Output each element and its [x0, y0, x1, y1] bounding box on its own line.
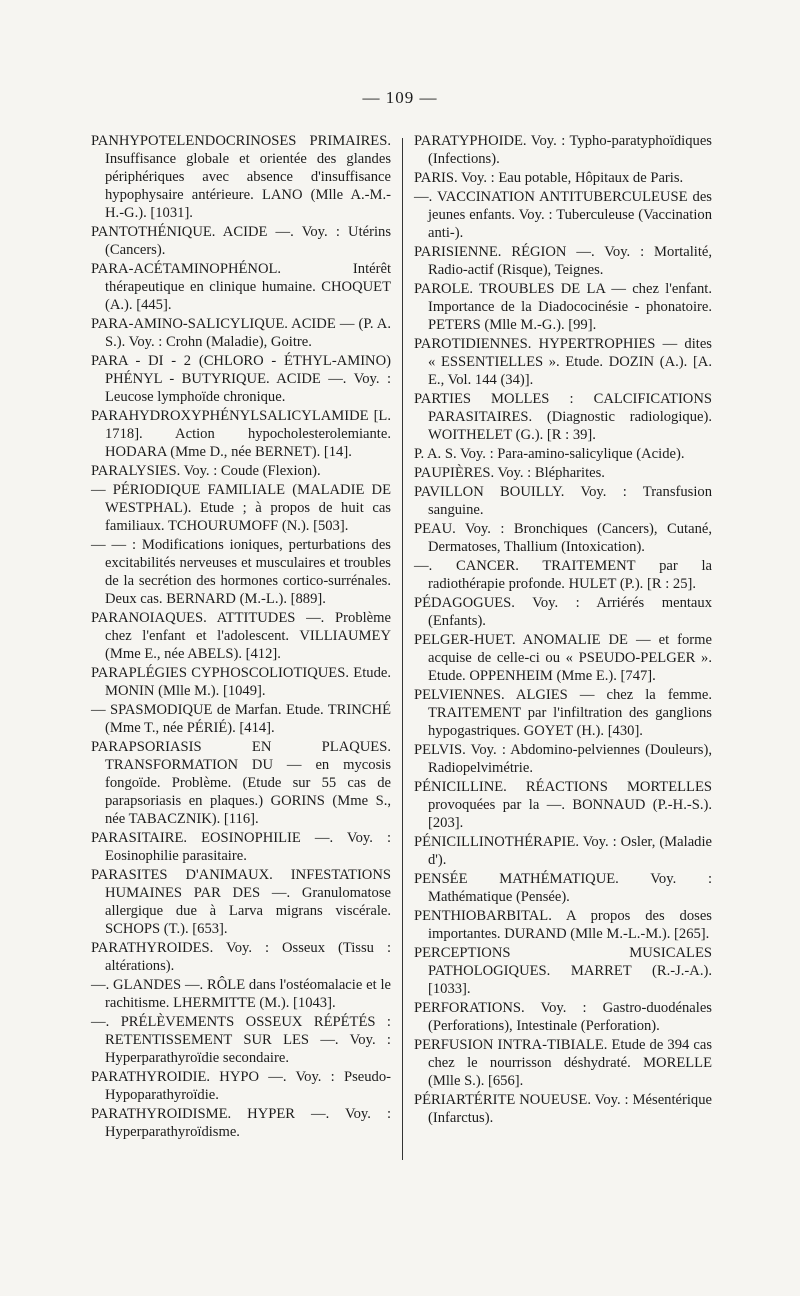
index-entry-parathyroides-glandes: [91, 976, 391, 1012]
entry-text: —. CANCER. TRAITEMENT par la radiothérapie profonde. HULET (P.). [R : 25].: [414, 558, 712, 592]
index-entry-parties-molles: [414, 390, 712, 444]
entry-text: PERFUSION INTRA-TIBIALE. Etude de 394 cas chez le nourrisson déshydraté. MORELLE (Mlle S.). [656].: [414, 1037, 712, 1089]
entry-text: — SPASMODIQUE de Marfan. Etude. TRINCHÉ (Mme T., née PÉRIÉ). [414].: [91, 702, 391, 736]
index-entry-paralysies-modifications: [91, 536, 391, 608]
index-entry-perceptions: [414, 944, 712, 998]
index-entry-panhypotelendocrinoses: [91, 132, 391, 222]
right-column: [414, 132, 712, 1128]
index-entry-paranoiaques: [91, 609, 391, 663]
entry-text: PARA-AMINO-SALICYLIQUE. ACIDE — (P. A. S.). Voy. : Crohn (Maladie), Goitre.: [91, 316, 391, 350]
entry-text: PARATYPHOIDE. Voy. : Typho-paratyphoïdiques (Infections).: [414, 133, 712, 167]
index-entry-pelger-huet: [414, 631, 712, 685]
index-entry-paupieres: [414, 464, 712, 482]
index-entry-paris-vaccination: [414, 188, 712, 242]
index-entry-peau: [414, 520, 712, 556]
column-divider: [402, 138, 403, 1160]
index-entry-para-amino-salicylique: [91, 315, 391, 351]
entry-text: PELVIS. Voy. : Abdomino-pelviennes (Douleurs), Radiopelvimétrie.: [414, 742, 712, 776]
index-entry-paralysies-periodique: [91, 481, 391, 535]
entry-text: PELGER-HUET. ANOMALIE DE — et forme acquise de celle-ci ou « PSEUDO-PELGER ». Etude. OPPENHEIM (Mme E.). [747].: [414, 632, 712, 684]
entry-text: PANHYPOTELENDOCRINOSES PRIMAIRES. Insuffisance globale et orientée des glandes périphériques avec absence d'insuffisance hypophysaire antérieure. LANO (Mlle A.-M.-H.-G.). [1031].: [91, 133, 391, 221]
entry-text: PEAU. Voy. : Bronchiques (Cancers), Cutané, Dermatoses, Thallium (Intoxication).: [414, 521, 712, 555]
index-entry-periarterite: [414, 1091, 712, 1127]
index-entry-perfusion: [414, 1036, 712, 1090]
index-entry-para-di-2: [91, 352, 391, 406]
entry-text: PARASITAIRE. EOSINOPHILIE —. Voy. : Eosinophilie parasitaire.: [91, 830, 391, 864]
index-entry-paratyphoide: [414, 132, 712, 168]
entry-text: PERFORATIONS. Voy. : Gastro-duodénales (Perforations), Intestinale (Perforation).: [414, 1000, 712, 1034]
index-entry-penicilline: [414, 778, 712, 832]
index-entry-parahydroxyphenyl: [91, 407, 391, 461]
index-entry-pelvis: [414, 741, 712, 777]
entry-text: PARIS. Voy. : Eau potable, Hôpitaux de Paris.: [414, 170, 684, 186]
left-column: [91, 132, 391, 1142]
index-entry-para-acetaminophenol: [91, 260, 391, 314]
entry-text: PARAHYDROXYPHÉNYLSALICYLAMIDE [L. 1718]. Action hypocholesterolemiante. HODARA (Mme D., née BERNET). [14].: [91, 408, 391, 460]
entry-text: PARAPLÉGIES CYPHOSCOLIOTIQUES. Etude. MONIN (Mlle M.). [1049].: [91, 665, 391, 699]
index-entry-paraplegies-spasmodique: [91, 701, 391, 737]
index-entry-parathyroidisme: [91, 1105, 391, 1141]
entry-text: P. A. S. Voy. : Para-amino-salicylique (Acide).: [414, 446, 685, 462]
entry-text: —. PRÉLÈVEMENTS OSSEUX RÉPÉTÉS : RETENTISSEMENT SUR LES —. Voy. : Hyperparathyroïdie secondaire.: [91, 1014, 391, 1066]
index-entry-penthiobarbital: [414, 907, 712, 943]
index-entry-perforations: [414, 999, 712, 1035]
index-entry-paris: [414, 169, 712, 187]
page-number: — 109 —: [362, 88, 438, 107]
entry-text: PARAPSORIASIS EN PLAQUES. TRANSFORMATION DU — en mycosis fongoïde. Problème. (Etude sur 55 cas de parapsoriasis en plaques.) GORINS (Mme S., née TABACZNIK). [116].: [91, 739, 391, 827]
entry-text: PAROLE. TROUBLES DE LA — chez l'enfant. Importance de la Diadococinésie - phonatoire. PETERS (Mlle M.-G.). [99].: [414, 281, 712, 333]
entry-text: — PÉRIODIQUE FAMILIALE (MALADIE DE WESTPHAL). Etude ; à propos de huit cas familiaux. TCHOURUMOFF (N.). [503].: [91, 482, 391, 534]
index-entry-parasites: [91, 866, 391, 938]
entry-text: PARASITES D'ANIMAUX. INFESTATIONS HUMAINES PAR DES —. Granulomatose allergique due à Larva migrans viscérale. SCHOPS (T.). [653].: [91, 867, 391, 937]
entry-text: PARA-ACÉTAMINOPHÉNOL. Intérêt thérapeutique en clinique humaine. CHOQUET (A.). [445].: [91, 261, 391, 313]
index-entry-paraplegies: [91, 664, 391, 700]
index-entry-parole: [414, 280, 712, 334]
entry-text: PERCEPTIONS MUSICALES PATHOLOGIQUES. MARRET (R.-J.-A.). [1033].: [414, 945, 712, 997]
index-entry-pedagogues: [414, 594, 712, 630]
entry-text: PÉRIARTÉRITE NOUEUSE. Voy. : Mésentérique (Infarctus).: [414, 1092, 712, 1126]
index-entry-parathyroides: [91, 939, 391, 975]
entry-text: PÉNICILLINE. RÉACTIONS MORTELLES provoquées par la —. BONNAUD (P.-H.-S.). [203].: [414, 779, 712, 831]
index-entry-parasitaire: [91, 829, 391, 865]
entry-text: PARALYSIES. Voy. : Coude (Flexion).: [91, 463, 321, 479]
index-entry-parathyroides-prelevements: [91, 1013, 391, 1067]
index-entry-parotidiennes: [414, 335, 712, 389]
entry-text: PÉDAGOGUES. Voy. : Arriérés mentaux (Enfants).: [414, 595, 712, 629]
index-entry-pavillon: [414, 483, 712, 519]
entry-text: PANTOTHÉNIQUE. ACIDE —. Voy. : Utérins (Cancers).: [91, 224, 391, 258]
index-entry-parathyroidie: [91, 1068, 391, 1104]
index-entry-pelviennes: [414, 686, 712, 740]
entry-text: PARANOIAQUES. ATTITUDES —. Problème chez l'enfant et l'adolescent. VILLIAUMEY (Mme E., née ABELS). [412].: [91, 610, 391, 662]
entry-text: PARTIES MOLLES : CALCIFICATIONS PARASITAIRES. (Diagnostic radiologique). WOITHELET (G.). [R : 39].: [414, 391, 712, 443]
index-entry-pantothenique: [91, 223, 391, 259]
entry-text: PAUPIÈRES. Voy. : Blépharites.: [414, 465, 605, 481]
index-entry-paralysies: [91, 462, 391, 480]
entry-text: PAROTIDIENNES. HYPERTROPHIES — dites « ESSENTIELLES ». Etude. DOZIN (A.). [A. E., Vol. 144 (34)].: [414, 336, 712, 388]
entry-text: PAVILLON BOUILLY. Voy. : Transfusion sanguine.: [414, 484, 712, 518]
entry-text: PARATHYROIDISME. HYPER —. Voy. : Hyperparathyroïdisme.: [91, 1106, 391, 1140]
index-entry-pensee: [414, 870, 712, 906]
entry-text: PARATHYROIDES. Voy. : Osseux (Tissu : altérations).: [91, 940, 391, 974]
index-entry-parapsoriasis: [91, 738, 391, 828]
entry-text: — — : Modifications ioniques, perturbations des excitabilités nerveuses et musculaires et troubles de la secrétion des hormones cortico-surrénales. Deux cas. BERNARD (M.-L.). [889].: [91, 537, 391, 607]
index-entry-parisienne: [414, 243, 712, 279]
index-entry-penicillinotherapie: [414, 833, 712, 869]
index-entry-peau-cancer: [414, 557, 712, 593]
entry-text: PENSÉE MATHÉMATIQUE. Voy. : Mathématique (Pensée).: [414, 871, 712, 905]
entry-text: —. VACCINATION ANTITUBERCULEUSE des jeunes enfants. Voy. : Tuberculeuse (Vaccination anti-).: [414, 189, 712, 241]
entry-text: PELVIENNES. ALGIES — chez la femme. TRAITEMENT par l'infiltration des ganglions hypogastriques. GOYET (H.). [430].: [414, 687, 712, 739]
entry-text: PARATHYROIDIE. HYPO —. Voy. : Pseudo-Hypoparathyroïdie.: [91, 1069, 391, 1103]
entry-text: PÉNICILLINOTHÉRAPIE. Voy. : Osler, (Maladie d').: [414, 834, 712, 868]
entry-text: —. GLANDES —. RÔLE dans l'ostéomalacie et le rachitisme. LHERMITTE (M.). [1043].: [91, 977, 391, 1011]
index-entry-pas: [414, 445, 712, 463]
entry-text: PARA - DI - 2 (CHLORO - ÉTHYL-AMINO) PHÉNYL - BUTYRIQUE. ACIDE —. Voy. : Leucose lymphoïde chronique.: [91, 353, 391, 405]
entry-text: PARISIENNE. RÉGION —. Voy. : Mortalité, Radio-actif (Risque), Teignes.: [414, 244, 712, 278]
entry-text: PENTHIOBARBITAL. A propos des doses importantes. DURAND (Mlle M.-L.-M.). [265].: [414, 908, 712, 942]
